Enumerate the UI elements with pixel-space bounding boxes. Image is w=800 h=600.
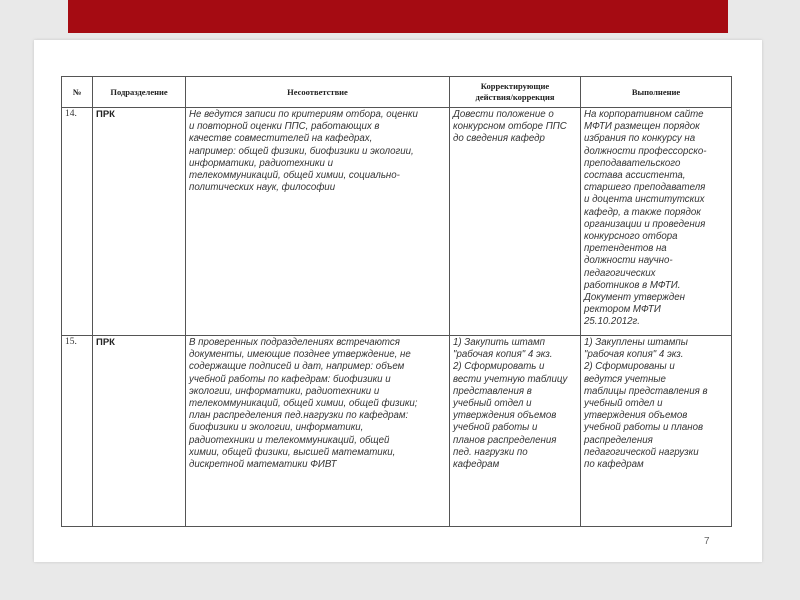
top-accent-bar (68, 0, 728, 33)
row-execution: 1) Закуплены штампы "рабочая копия" 4 экз. 2) Сформированы и ведутся учетные таблицы представления в учебный отдел и утверждения объемов учебной работы и планов распределения педагогической нагрузки по кафедрам (581, 336, 732, 527)
header-department: Подразделение (93, 77, 186, 108)
table-row (62, 108, 732, 336)
row-nonconformity: Не ведутся записи по критериям отбора, оценки и повторной оценки ППС, работающих в качестве совместителей на кафедрах, например: общей физики, биофизики и экологии, информатики, радиотехники и телекоммуникаций, общей химии, социально- политических наук, философии (186, 108, 450, 336)
nonconformity-table (61, 76, 732, 527)
page-number: 7 (704, 536, 710, 547)
table-header-row (62, 77, 732, 108)
row-department: ПРК (93, 108, 186, 336)
header-nonconformity: Несоответствие (186, 77, 450, 108)
slide-page (34, 40, 762, 562)
row-corrective-actions: 1) Закупить штамп "рабочая копия" 4 экз. 2) Сформировать и вести учетную таблицу представления в учебный отдел и утверждения объемов учебной работы и планов распределения пед. нагрузки по кафедрам (450, 336, 581, 527)
header-corrective: Корректирующие действия/коррекция (450, 77, 581, 108)
table-row (62, 336, 732, 527)
row-corrective-actions: Довести положение о конкурсном отборе ППС до сведения кафедр (450, 108, 581, 336)
header-execution: Выполнение (581, 77, 732, 108)
header-num: № (62, 77, 93, 108)
row-department: ПРК (93, 336, 186, 527)
row-number: 14. (62, 108, 93, 336)
row-execution: На корпоративном сайте МФТИ размещен порядок избрания по конкурсу на должности профессорско- преподавательского состава ассистента, старшего преподавателя и доцента институтских кафедр, а также порядок организации и проведения конкурсного отбора претендентов на должности научно- педагогических работников в МФТИ. Документ утвержден ректором МФТИ 25.10.2012г. (581, 108, 732, 336)
row-nonconformity: В проверенных подразделениях встречаются документы, имеющие позднее утверждение, не содержащие подписей и дат, например: объем учебной работы по кафедрам: биофизики и экологии, информатики, радиотехники и телекоммуникаций, общей химии, общей физики; план распределения пед.нагрузки по кафедрам: биофизики и экологии, информатики, радиотехники и телекоммуникаций, общей химии, общей физики, высшей математики, дискретной математики ФИВТ (186, 336, 450, 527)
row-number: 15. (62, 336, 93, 527)
